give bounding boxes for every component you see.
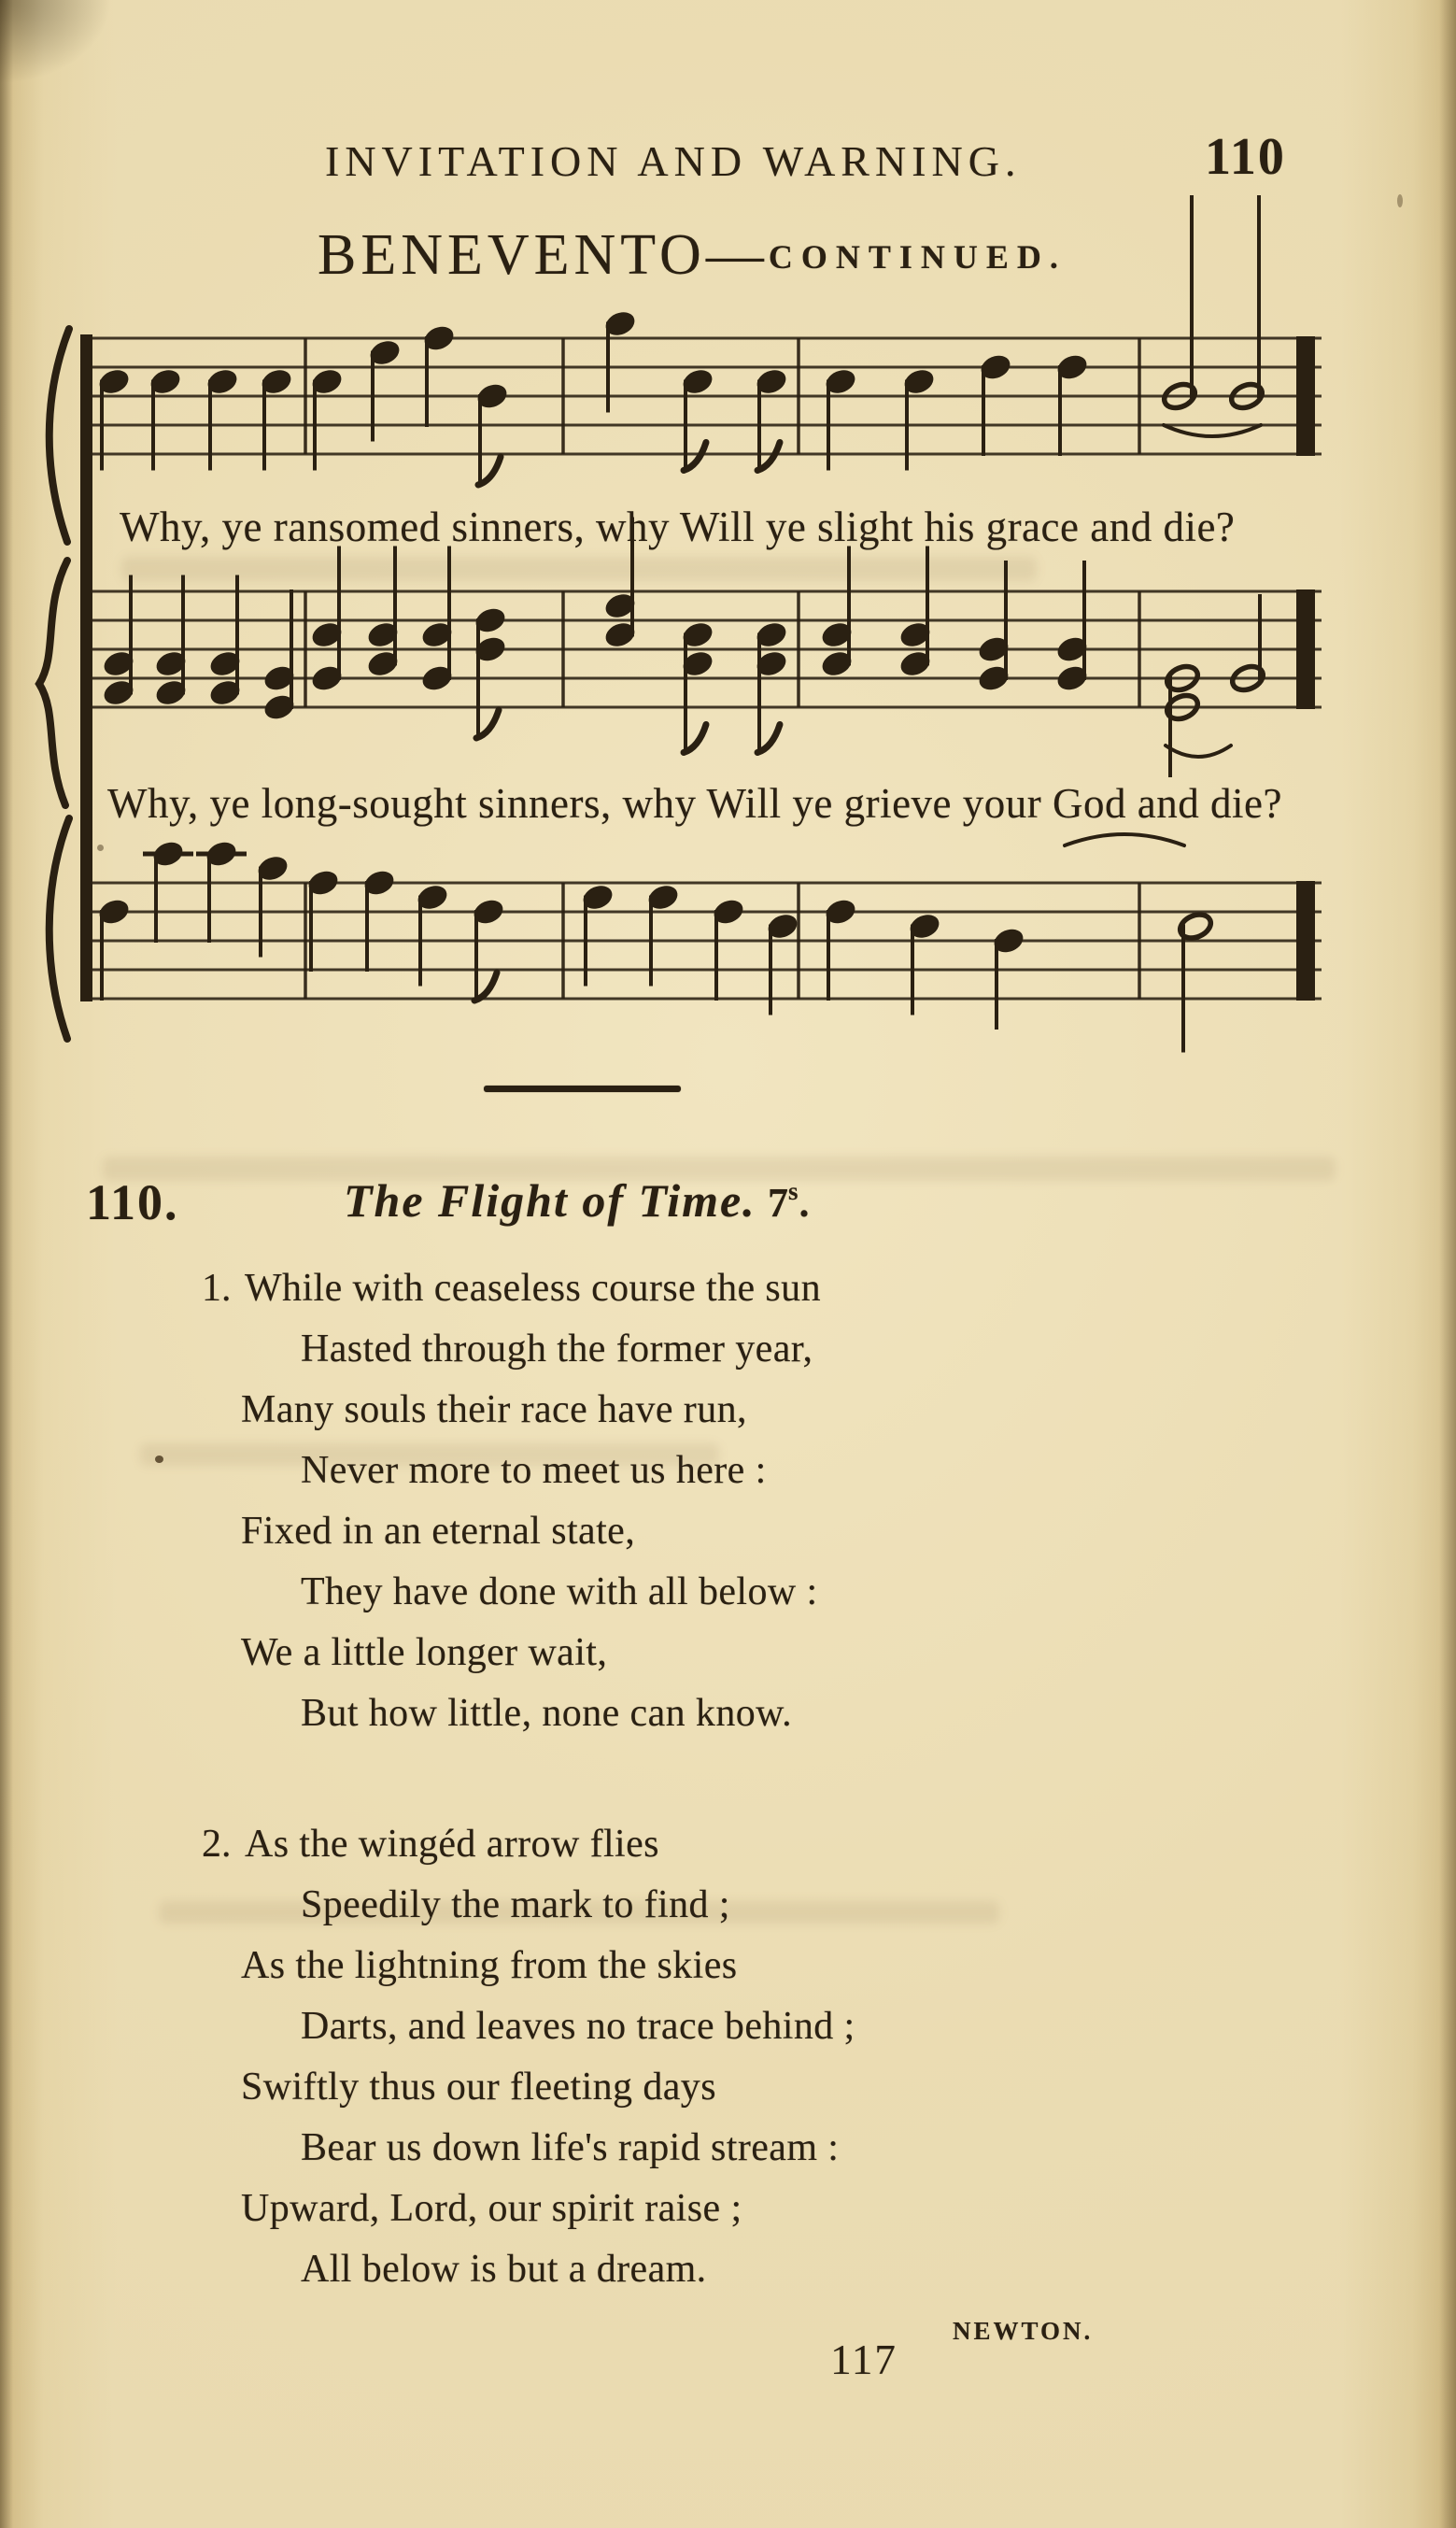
verse-line: Darts, and leaves no trace behind ; [301, 2005, 855, 2048]
verse-line: They have done with all below : [301, 1570, 818, 1613]
tune-title-name: BENEVENTO [318, 223, 706, 287]
verse-1 [0, 1266, 1456, 1770]
verse-line: All below is but a dream. [301, 2248, 707, 2291]
page-number-bottom: 117 [830, 2336, 898, 2383]
verse-line: Never more to meet us here : [301, 1449, 767, 1492]
section-divider [484, 1086, 681, 1092]
verse-line: Many souls their race have run, [241, 1388, 747, 1431]
verse-line: Fixed in an eternal state, [241, 1510, 636, 1553]
score-brace [49, 818, 69, 1039]
ink-bleed-ghost [121, 557, 1037, 581]
verse-line: But how little, none can know. [301, 1692, 793, 1735]
author-attribution: NEWTON. [953, 2317, 1094, 2345]
verse-line: As the lightning from the skies [241, 1944, 738, 1987]
page-number-top: 110 [1205, 128, 1286, 186]
ink-speck [97, 845, 104, 851]
verse-line: Bear us down life's rapid stream : [301, 2126, 840, 2169]
verse-line: Swiftly thus our fleeting days [241, 2066, 716, 2109]
tune-title-dash: — [705, 223, 769, 287]
verse-1-number: 1. [202, 1267, 232, 1310]
hymn-meter-number: 7 [768, 1180, 788, 1226]
verse-line: Speedily the mark to find ; [301, 1883, 730, 1926]
verse-line: As the wingéd arrow flies [245, 1823, 659, 1866]
hymn-meter-sup: s [788, 1177, 799, 1205]
running-head-title: INVITATION AND WARNING. [325, 137, 1022, 185]
ink-speck [1397, 194, 1403, 207]
verse-2 [0, 1822, 1456, 2326]
hymn-meter-dot: . [799, 1180, 810, 1226]
score-lyric-line-2: Why, ye long-sought sinners, why Will ye grieve your God and die? [107, 780, 1282, 827]
hymn-title: The Flight of Time. [344, 1174, 756, 1227]
score-brace [39, 561, 67, 805]
verse-line: We a little longer wait, [241, 1631, 608, 1674]
verse-2-number: 2. [202, 1823, 232, 1866]
tune-title [318, 222, 1067, 289]
verse-line: While with ceaseless course the sun [245, 1267, 821, 1310]
score-lyric-line-1: Why, ye ransomed sinners, why Will ye slight his grace and die? [120, 504, 1236, 550]
tune-title-continued: CONTINUED. [768, 238, 1067, 276]
score-brace [49, 329, 69, 542]
verse-line: Upward, Lord, our spirit raise ; [241, 2187, 742, 2230]
hymn-number: 110. [86, 1174, 179, 1230]
page-corner-shadow [0, 0, 112, 84]
hymn-meter [768, 1177, 810, 1227]
verse-line: Hasted through the former year, [301, 1328, 813, 1371]
